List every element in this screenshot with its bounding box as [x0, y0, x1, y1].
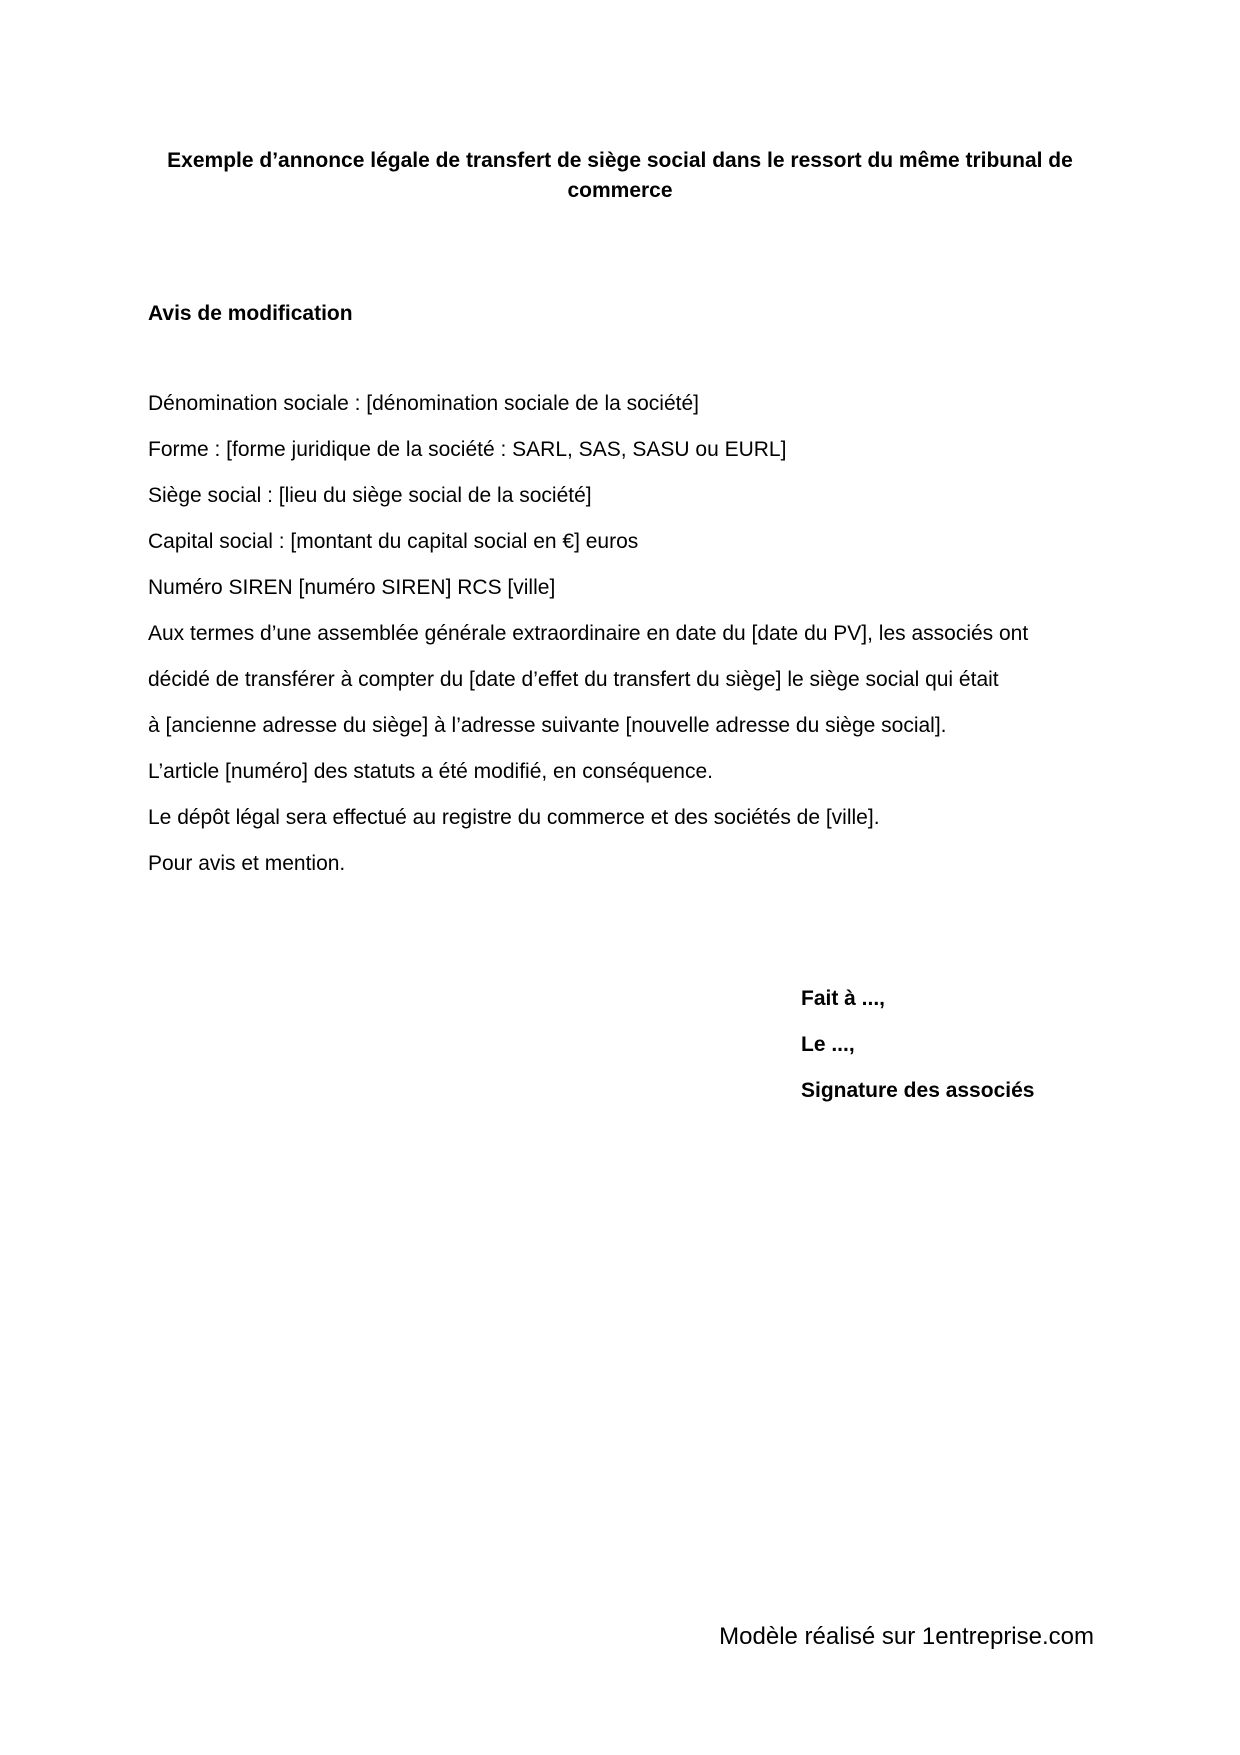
notice-body	[148, 389, 1108, 895]
article-line: L’article [numéro] des statuts a été modifié, en conséquence.	[148, 760, 714, 783]
signature-date: Le ...,	[801, 1033, 855, 1056]
signature-block	[801, 984, 1034, 1122]
siren-line: Numéro SIREN [numéro SIREN] RCS [ville]	[148, 576, 556, 599]
section-heading: Avis de modification	[148, 302, 353, 325]
legal-deposit-line: Le dépôt légal sera effectué au registre du commerce et des sociétés de [ville].	[148, 806, 880, 829]
registered-office-line: Siège social : [lieu du siège social de la société]	[148, 484, 592, 507]
company-name-line: Dénomination sociale : [dénomination sociale de la société]	[148, 392, 699, 415]
signature-label: Signature des associés	[801, 1079, 1035, 1102]
legal-form-line: Forme : [forme juridique de la société : SARL, SAS, SASU ou EURL]	[148, 438, 787, 461]
share-capital-line: Capital social : [montant du capital social en €] euros	[148, 530, 639, 553]
document-title-line-1: Exemple d’annonce légale de transfert de siège social dans le ressort du même tribunal de	[167, 149, 1073, 172]
signature-place: Fait à ...,	[801, 987, 886, 1010]
document-title	[140, 146, 1100, 206]
decision-line-3: à [ancienne adresse du siège] à l’adresse suivante [nouvelle adresse du siège social].	[148, 714, 947, 737]
document-title-line-2: commerce	[567, 179, 673, 202]
decision-line-1: Aux termes d’une assemblée générale extraordinaire en date du [date du PV], les associés ont	[148, 622, 1029, 645]
closing-line: Pour avis et mention.	[148, 852, 346, 875]
footer-credit: Modèle réalisé sur 1entreprise.com	[719, 1623, 1094, 1650]
decision-line-2: décidé de transférer à compter du [date d’effet du transfert du siège] le siège social qui était	[148, 668, 999, 691]
